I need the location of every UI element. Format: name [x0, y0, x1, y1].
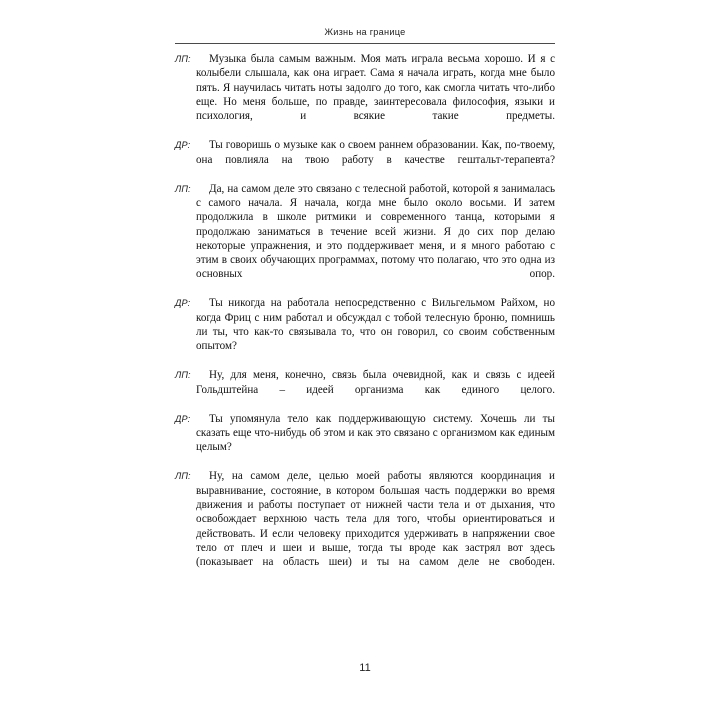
- utterance-text: Ты упомянула тело как поддерживающую систему. Хочешь ли ты сказать еще что-нибудь об этом и как это связано с организмом как единым целым?: [196, 412, 555, 454]
- utterance-text: Да, на самом деле это связано с телесной работой, которой я занималась с самого начала. Я начала, когда мне было около восьми. И затем продолжила в школе ритмики и современного танца, которыми я продолжаю заниматься в течение всей жизни. Я до сих пор делаю некоторые упражнения, и это поддерживает меня, и я много работаю с этим в своих обучающих программах, потому что полагаю, что это одна из основных опор.: [196, 182, 555, 281]
- utterance-text: Ну, для меня, конечно, связь была очевидной, как и связь с идеей Гольдштейна – идеей организма как единого целого.: [196, 369, 555, 396]
- speaker-label: ЛП:: [175, 471, 191, 482]
- utterance-text: Ты никогда на работала непосредственно с Вильгельмом Райхом, но когда Фриц с ним работал и обсуждал с тобой телесную броню, помнишь ли ты, что как-то связывала то, что он говорил, со своим собственным опытом?: [196, 297, 555, 353]
- dialogue-turn: [175, 296, 555, 368]
- speaker-label: ДР:: [175, 298, 191, 309]
- dialogue-turn: [175, 52, 555, 138]
- dialogue-turn: [175, 368, 555, 411]
- text-column: [175, 52, 555, 584]
- speaker-label: ЛП:: [175, 183, 191, 194]
- utterance-text: Ты говоришь о музыке как о своем раннем образовании. Как, по-твоему, она повлияла на твою работу в качестве гештальт-терапевта?: [196, 139, 555, 166]
- speaker-label: ЛП:: [175, 370, 191, 381]
- page-number: 11: [359, 662, 371, 674]
- running-head: Жизнь на границе: [324, 27, 406, 37]
- speaker-label: ДР:: [175, 413, 191, 424]
- header-rule: [175, 43, 555, 44]
- dialogue-turn: [175, 469, 555, 584]
- speaker-label: ДР:: [175, 140, 191, 151]
- dialogue-turn: [175, 412, 555, 469]
- dialogue-turn: [175, 138, 555, 181]
- utterance-text: Музыка была самым важным. Моя мать играла весьма хорошо. И я с колыбели слышала, как она играет. Сама я начала играть, когда мне было пять. Я научилась читать ноты задолго до того, как смогла читать что-либо еще. Но меня больше, по правде, заинтересовала философия, языки и психология, и всякие такие предметы.: [196, 53, 555, 123]
- speaker-label: ЛП:: [175, 54, 191, 64]
- dialogue-turn: [175, 182, 555, 297]
- utterance-text: Ну, на самом деле, целью моей работы являются координация и выравнивание, состояние, в котором большая часть поддержки во время движения и работы поступает от нижней части тела и от дыхания, что освобождает верхнюю часть тела для того, чтобы ориентироваться и действовать. И если человеку приходится удерживать в напряжении свое тело от плеч и шеи и выше, тогда ты вроде как застрял вот здесь (показывает на область шеи) и ты на самом деле не свободен.: [196, 470, 555, 569]
